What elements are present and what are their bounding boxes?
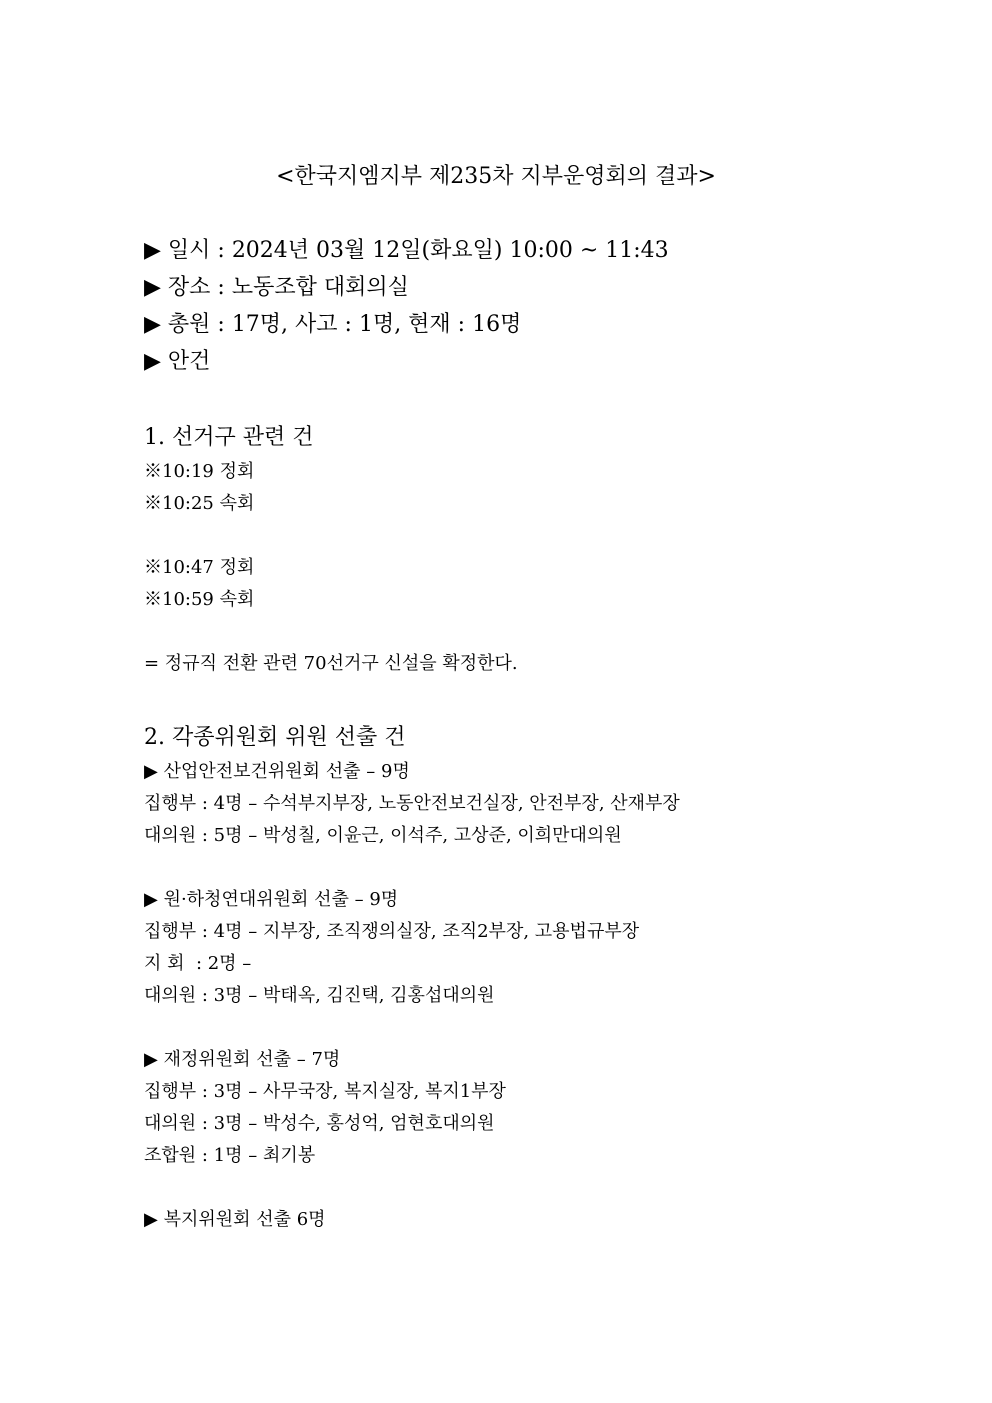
spacer [144, 616, 944, 648]
recess-note: ※10:19 정회 [144, 461, 255, 482]
document-title: <한국지엠지부 제235차 지부운영회의 결과> [276, 164, 716, 189]
info-agenda: ▶ 안건 [144, 349, 211, 374]
info-attendance: ▶ 총원 : 17명, 사고 : 1명, 현재 : 16명 [144, 312, 522, 337]
section-2-heading: 2. 각종위원회 위원 선출 건 [144, 725, 406, 750]
resume-note: ※10:59 속회 [144, 589, 255, 610]
section-1-heading: 1. 선거구 관련 건 [144, 425, 314, 450]
recess-note: ※10:47 정회 [144, 557, 255, 578]
committee-safety-line: 집행부 : 4명 – 수석부지부장, 노동안전보건실장, 안전부장, 산재부장 [144, 793, 680, 814]
committee-welfare-title: ▶ 복지위원회 선출 6명 [144, 1209, 326, 1230]
committee-solidarity-line: 대의원 : 3명 – 박태옥, 김진택, 김홍섭대의원 [144, 985, 495, 1006]
committee-finance-line: 조합원 : 1명 – 최기봉 [144, 1145, 316, 1166]
section-2 [144, 720, 944, 1236]
spacer [144, 1172, 944, 1204]
info-place: ▶ 장소 : 노동조합 대회의실 [144, 275, 409, 300]
resume-note: ※10:25 속회 [144, 493, 255, 514]
committee-finance-line: 집행부 : 3명 – 사무국장, 복지실장, 복지1부장 [144, 1081, 506, 1102]
committee-safety-line: 대의원 : 5명 – 박성칠, 이윤근, 이석주, 고상준, 이희만대의원 [144, 825, 622, 846]
committee-solidarity-title: ▶ 원·하청연대위원회 선출 – 9명 [144, 889, 399, 910]
section-1 [144, 420, 944, 680]
committee-safety-title: ▶ 산업안전보건위원회 선출 – 9명 [144, 761, 410, 782]
spacer [144, 852, 944, 884]
committee-finance-title: ▶ 재정위원회 선출 – 7명 [144, 1049, 341, 1070]
committee-solidarity-line: 집행부 : 4명 – 지부장, 조직쟁의실장, 조직2부장, 고용법규부장 [144, 921, 640, 942]
committee-solidarity-line: 지 회 : 2명 – [144, 953, 252, 974]
meeting-info [144, 232, 944, 380]
section-1-result: = 정규직 전환 관련 70선거구 신설을 확정한다. [144, 653, 518, 674]
spacer [144, 520, 944, 552]
info-date: ▶ 일시 : 2024년 03월 12일(화요일) 10:00 ~ 11:43 [144, 238, 669, 263]
spacer [144, 1012, 944, 1044]
committee-finance-line: 대의원 : 3명 – 박성수, 홍성억, 엄현호대의원 [144, 1113, 495, 1134]
